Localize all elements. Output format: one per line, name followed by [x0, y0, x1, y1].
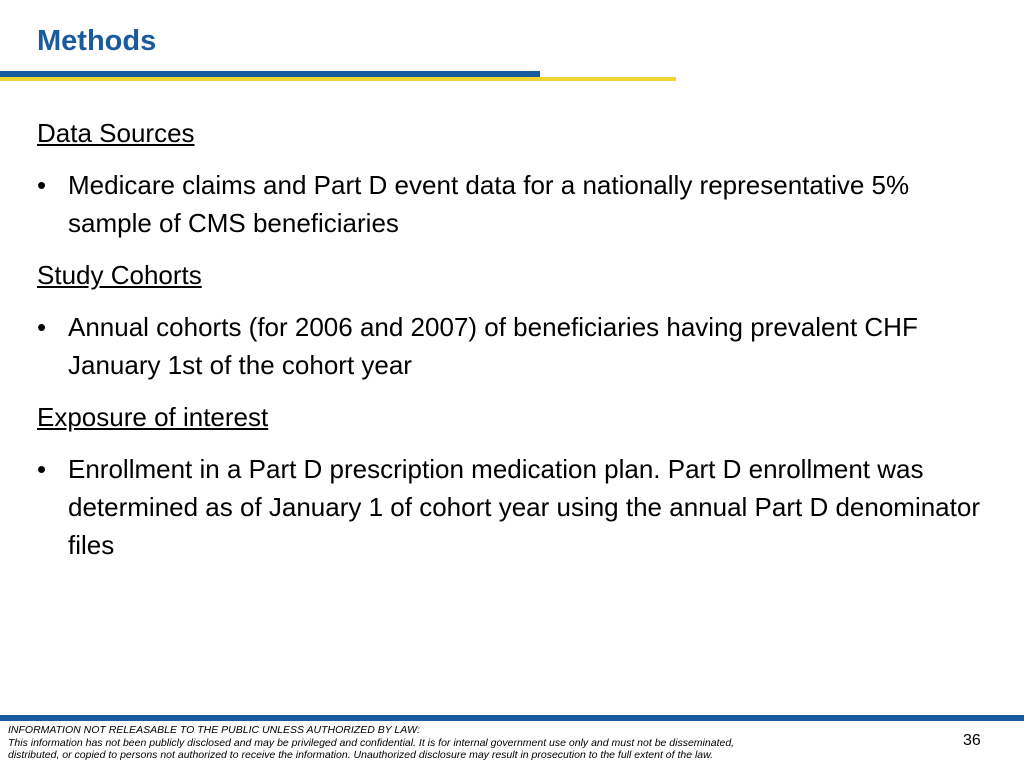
section-heading-data-sources: Data Sources [37, 118, 195, 148]
bullet-icon: • [37, 170, 47, 200]
footer-line-3: distributed, or copied to persons not authorized to receive the information. Unauthorized disclosure may result in prosecution to the full extent of the law. [8, 749, 714, 761]
bullet-text: Enrollment in a Part D prescription medication plan. Part D enrollment was determined as of January 1 of cohort year using the annual Part D denominator files [68, 454, 980, 560]
bullet-data-sources [37, 166, 987, 242]
section-heading-exposure: Exposure of interest [37, 402, 269, 432]
footer-line-2: This information has not been publicly disclosed and may be privileged and confidential. It is for internal government use only and must not be disseminated, [8, 736, 735, 749]
slide-content [37, 114, 987, 578]
bullet-study-cohorts [37, 308, 987, 384]
bullet-text: Annual cohorts (for 2006 and 2007) of beneficiaries having prevalent CHF January 1st of the cohort year [68, 312, 918, 380]
title-rule-yellow [0, 77, 676, 81]
page-number: 36 [963, 732, 981, 749]
slide-title: Methods [37, 25, 157, 57]
footer-rule [0, 715, 1024, 721]
bullet-icon: • [37, 312, 47, 342]
footer-disclaimer [8, 724, 828, 762]
bullet-text: Medicare claims and Part D event data for a nationally representative 5% sample of CMS beneficiaries [68, 170, 910, 238]
footer-line-1: INFORMATION NOT RELEASABLE TO THE PUBLIC UNLESS AUTHORIZED BY LAW: [8, 724, 420, 736]
bullet-icon: • [37, 454, 47, 484]
bullet-exposure [37, 450, 987, 564]
section-heading-study-cohorts: Study Cohorts [37, 260, 202, 290]
